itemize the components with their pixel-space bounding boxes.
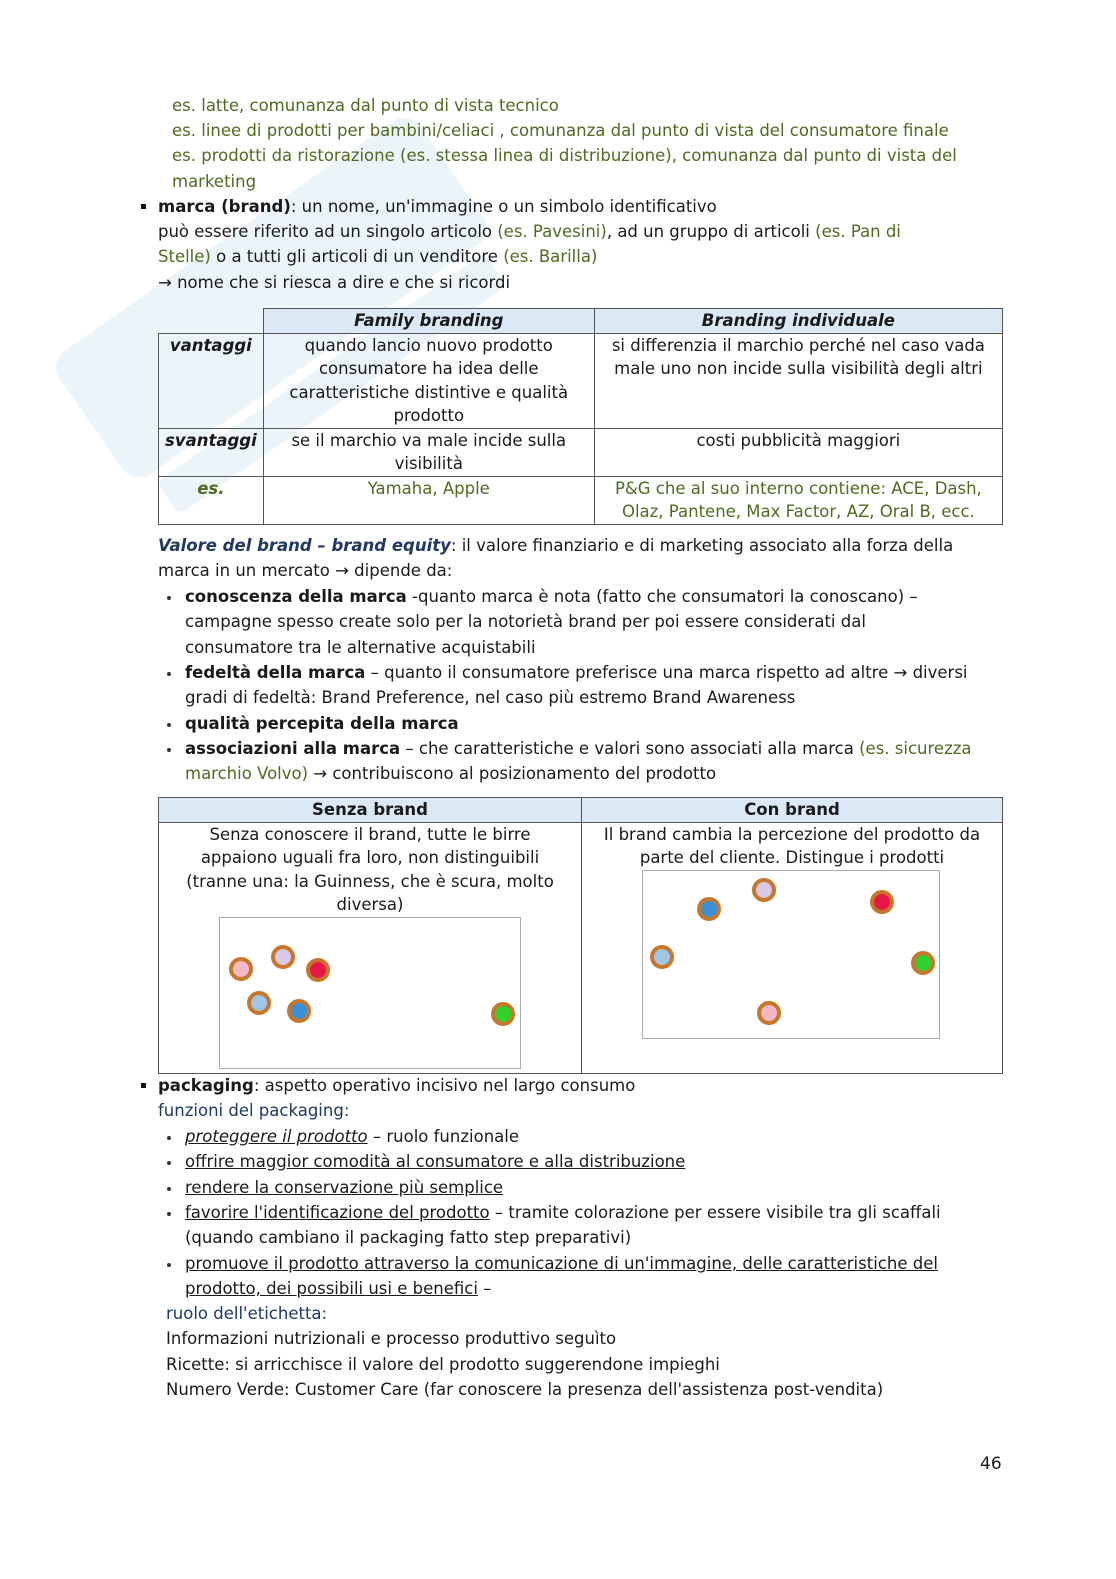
function-text: – tramite colorazione per essere visibile tra gli scaffali — [489, 1203, 941, 1222]
row-label-vantaggi: vantaggi — [159, 333, 264, 428]
example-line-4: marketing — [172, 172, 257, 191]
table-cell: quando lancio nuovo prodotto consumatore ha idea delle caratteristiche distintive e qualità prodotto — [263, 333, 594, 428]
equity-item-4-line-2 — [185, 761, 716, 787]
bullet-dot — [167, 672, 171, 676]
function-item-5 — [185, 1251, 938, 1277]
packaging-functions-title: funzioni del packaging: — [158, 1101, 350, 1120]
beer-dot-pink — [229, 957, 253, 981]
function-underlined: proteggere il prodotto — [185, 1127, 368, 1146]
marca-text: può essere riferito ad un singolo articolo — [158, 222, 498, 241]
beer-dot-green — [911, 951, 935, 975]
beer-dot-pink — [757, 1001, 781, 1025]
item-example: marchio Volvo) — [185, 764, 309, 783]
marca-term-paren: (brand) — [215, 197, 291, 216]
item-text: – quanto il consumatore preferisce una marca rispetto ad altre → diversi — [365, 663, 968, 682]
item-example: (es. sicurezza — [859, 739, 972, 758]
table-cell: si differenzia il marchio perché nel caso vada male uno non incide sulla visibilità degli altri — [594, 333, 1002, 428]
bullet-dot — [167, 596, 171, 600]
function-text: – — [477, 1279, 492, 1298]
function-underlined: prodotto, dei possibili usi e benefici — [185, 1279, 478, 1298]
equity-item-3 — [185, 711, 459, 737]
square-bullet — [141, 1083, 146, 1088]
item-text: – che caratteristiche e valori sono associati alla marca — [400, 739, 860, 758]
header-senza-brand: Senza brand — [159, 798, 582, 823]
marca-heading — [158, 194, 717, 220]
example-line-1: es. latte, comunanza dal punto di vista tecnico — [172, 96, 559, 115]
marca-example: (es. Pan di — [815, 222, 901, 241]
equity-item-1-line-2: campagne spesso create solo per la notorietà brand per poi essere considerati dal — [185, 612, 866, 631]
table-cell: costi pubblicità maggiori — [594, 428, 1002, 476]
bullet-dot — [167, 1187, 171, 1191]
header-family-branding: Family branding — [263, 309, 594, 334]
bullet-dot — [167, 1136, 171, 1140]
marca-line-2 — [158, 219, 901, 245]
function-item-5-line-2 — [185, 1276, 491, 1302]
bullet-dot — [167, 723, 171, 727]
beer-dot-blue — [287, 999, 311, 1023]
row-label-svantaggi: svantaggi — [159, 428, 264, 476]
perception-map-con-brand — [642, 870, 940, 1039]
beer-dot-blue — [697, 897, 721, 921]
example-line-2: es. linee di prodotti per bambini/celiaci , comunanza dal punto di vista del consumatore finale — [172, 121, 949, 140]
beer-dot-green — [491, 1002, 515, 1026]
bullet-dot — [167, 1263, 171, 1267]
table-cell: se il marchio va male incide sulla visibilità — [263, 428, 594, 476]
label-line-2: Ricette: si arricchisce il valore del prodotto suggerendone impieghi — [166, 1355, 720, 1374]
marca-example: (es. Barilla) — [503, 247, 598, 266]
function-underlined: favorire l'identificazione del prodotto — [185, 1203, 490, 1222]
example-line-3: es. prodotti da ristorazione (es. stessa linea di distribuzione), comunanza dal punto di vista del — [172, 146, 957, 165]
marca-definition: : un nome, un'immagine o un simbolo identificativo — [290, 197, 717, 216]
equity-item-4 — [185, 736, 972, 762]
label-title: ruolo dell'etichetta: — [166, 1304, 328, 1323]
beer-dot-red — [870, 890, 894, 914]
bullet-dot — [167, 1161, 171, 1165]
marca-arrow-line: → nome che si riesca a dire e che si ricordi — [158, 273, 511, 292]
beer-dot-lightblue — [650, 945, 674, 969]
marca-example: Stelle) — [158, 247, 211, 266]
table-cell: P&G che al suo interno contiene: ACE, Dash, Olaz, Pantene, Max Factor, AZ, Oral B, ecc. — [594, 476, 1002, 524]
item-bold: qualità percepita della marca — [185, 714, 459, 733]
label-line-3: Numero Verde: Customer Care (far conoscere la presenza dell'assistenza post-vendita) — [166, 1380, 884, 1399]
function-text: – ruolo funzionale — [367, 1127, 519, 1146]
marca-term: marca — [158, 197, 216, 216]
item-text: -quanto marca è nota (fatto che consumatori la conoscano) – — [406, 587, 918, 606]
item-bold: fedeltà della marca — [185, 663, 366, 682]
function-underlined: promuove il prodotto attraverso la comunicazione di un'immagine, delle caratteristiche del — [185, 1254, 938, 1273]
perception-map-senza-brand — [219, 917, 521, 1069]
senza-brand-text: Senza conoscere il brand, tutte le birre appaiono uguali fra loro, non distinguibili (tranne una: la Guinness, che è scura, molto diversa) — [186, 824, 554, 914]
equity-item-1-line-3: consumatore tra le alternative acquistabili — [185, 638, 536, 657]
label-line-1: Informazioni nutrizionali e processo produttivo seguìto — [166, 1329, 617, 1348]
equity-text: : il valore finanziario e di marketing associato alla forza della — [450, 536, 954, 555]
beer-dot-red — [306, 958, 330, 982]
item-bold: conoscenza della marca — [185, 587, 407, 606]
beer-dot-lavender — [752, 878, 776, 902]
equity-item-2 — [185, 660, 968, 686]
page-number: 46 — [980, 1454, 1002, 1474]
function-item-4 — [185, 1200, 941, 1226]
function-item-4-line-2: (quando cambiano il packaging fatto step preparativi) — [185, 1228, 632, 1247]
marca-text: , ad un gruppo di articoli — [606, 222, 816, 241]
marca-text: o a tutti gli articoli di un venditore — [210, 247, 504, 266]
header-con-brand: Con brand — [582, 798, 1003, 823]
beer-dot-lightblue — [247, 991, 271, 1015]
branding-table — [158, 308, 1003, 525]
table-cell: Yamaha, Apple — [263, 476, 594, 524]
table-corner-cell — [159, 309, 264, 334]
row-label-es: es. — [159, 476, 264, 524]
bullet-dot — [167, 1212, 171, 1216]
packaging-term: packaging — [158, 1076, 254, 1095]
function-item-1 — [185, 1124, 519, 1150]
bullet-dot — [167, 748, 171, 752]
equity-line-1 — [158, 533, 953, 559]
packaging-heading — [158, 1073, 635, 1099]
item-text: → contribuiscono al posizionamento del prodotto — [308, 764, 717, 783]
packaging-definition: : aspetto operativo incisivo nel largo consumo — [253, 1076, 636, 1095]
marca-example: (es. Pavesini) — [497, 222, 607, 241]
beer-dot-lavender — [271, 945, 295, 969]
marca-line-3 — [158, 244, 597, 270]
function-underlined: offrire maggior comodità al consumatore e alla distribuzione — [185, 1152, 686, 1171]
equity-item-1 — [185, 584, 918, 610]
function-item-2 — [185, 1149, 685, 1175]
equity-title: Valore del brand – brand equity — [158, 536, 451, 555]
function-underlined: rendere la conservazione più semplice — [185, 1178, 504, 1197]
function-item-3 — [185, 1175, 503, 1201]
con-brand-text: Il brand cambia la percezione del prodotto da parte del cliente. Distingue i prodotti — [603, 824, 981, 867]
square-bullet — [141, 204, 146, 209]
equity-line-2: marca in un mercato → dipende da: — [158, 561, 453, 580]
header-branding-individuale: Branding individuale — [594, 309, 1002, 334]
item-bold: associazioni alla marca — [185, 739, 401, 758]
equity-item-2-line-2: gradi di fedeltà: Brand Preference, nel caso più estremo Brand Awareness — [185, 688, 796, 707]
